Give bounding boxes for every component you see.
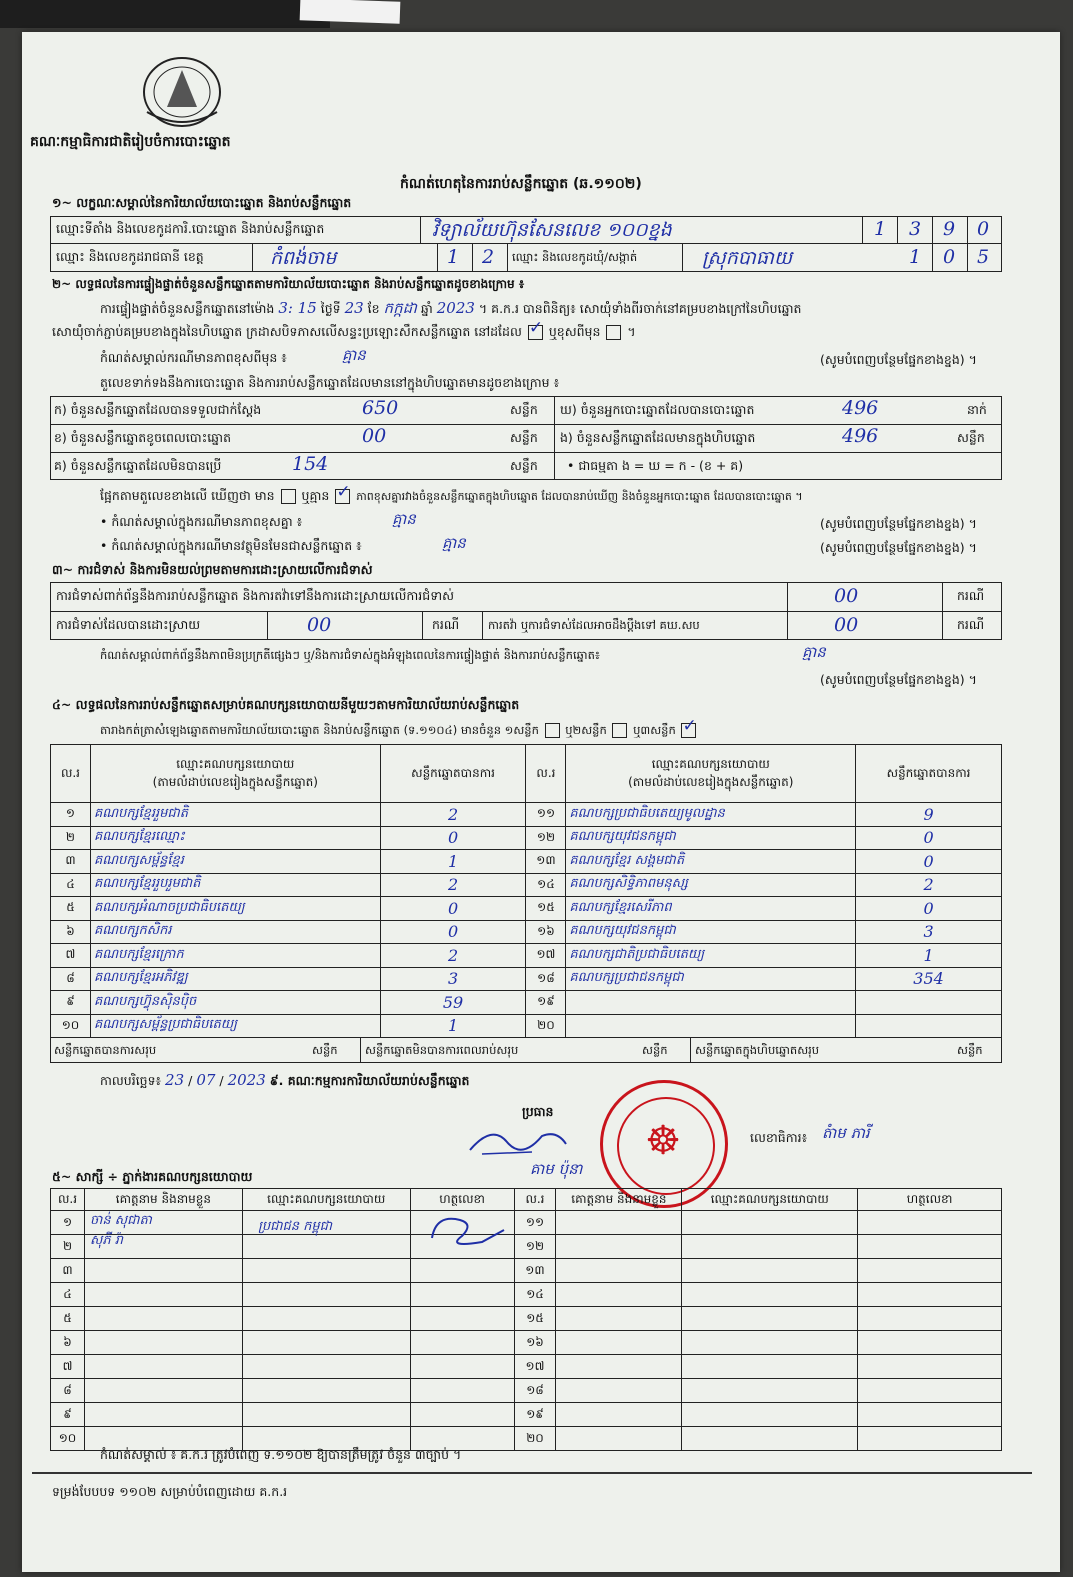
witness-table	[50, 1188, 1002, 1451]
resolved-label: ការជំទាស់ដែលបានដោះស្រាយ	[56, 617, 201, 632]
votes-value: 3	[856, 920, 1002, 944]
w-col-party-left: ឈ្មោះគណបក្សនយោបាយ	[242, 1189, 410, 1211]
name-cell[interactable]	[84, 1283, 242, 1307]
signature-cell[interactable]	[410, 1355, 514, 1379]
row-no: ១១	[514, 1211, 556, 1235]
row-no: ១៣	[526, 850, 566, 874]
province-label: ឈ្មោះ និងលេខកូដរាជធានី ខេត្ត	[56, 249, 204, 264]
three-sheet-label: ឬ៣សន្លឹក	[633, 723, 676, 737]
votes-value: 59	[380, 991, 526, 1015]
table-row	[51, 1307, 1002, 1331]
w-col-party-right: ឈ្មោះគណបក្សនយោបាយ	[682, 1189, 858, 1211]
org-name: គណៈកម្មាធិការជាតិរៀបចំការបោះឆ្នោត	[30, 134, 231, 150]
signature-cell[interactable]	[858, 1379, 1002, 1403]
two-sheet-checkbox[interactable]	[612, 723, 627, 738]
location-code-4: 0	[977, 218, 990, 240]
votes-value: 0	[380, 826, 526, 850]
name-cell[interactable]	[84, 1403, 242, 1427]
section2-heading: ២~ លទ្ធផលនៃការផ្ទៀងផ្ទាត់ចំនួនសន្លឹកឆ្នោតតាមការិយាល័យបោះឆ្នោត និងរាប់សន្លឹកឆ្នោតដូចខាងក្រោម ៖	[52, 277, 525, 291]
date-line: កាលបរិច្ឆេទ៖ 23 / 07 / 2023 ៩. គណៈកម្មការការិយាល័យរាប់សន្លឹកឆ្នោត	[100, 1071, 470, 1089]
col-no-right: ល.រ	[526, 745, 566, 803]
name-cell[interactable]	[556, 1355, 682, 1379]
party-cell[interactable]	[682, 1403, 858, 1427]
votes-value: 0	[856, 850, 1002, 874]
commune-code-1: 1	[909, 246, 922, 268]
section1-heading: ១~ លក្ខណៈសម្គាល់នៃការិយាល័យបោះឆ្នោត និងរាប់សន្លឹកឆ្នោត	[52, 195, 352, 210]
page-title: កំណត់ហេតុនៃការរាប់សន្លឹកឆ្នោត (ឆ.១១០២)	[400, 176, 642, 192]
votes-value: 2	[380, 803, 526, 827]
row-no: ២	[51, 826, 91, 850]
name-cell[interactable]	[556, 1211, 682, 1235]
row-no: ៨	[51, 1379, 85, 1403]
results-table	[50, 744, 1002, 1038]
commune-label: ឈ្មោះ និងលេខកូដឃុំ/សង្កាត់	[512, 250, 638, 264]
row-no: ១៨	[514, 1379, 556, 1403]
name-cell[interactable]	[556, 1379, 682, 1403]
row-no: ១៤	[514, 1283, 556, 1307]
voters-label: ឃ) ចំនួនអ្នកបោះឆ្នោតដែលបានបោះឆ្នោត	[560, 402, 755, 417]
row-no: ៤	[51, 1283, 85, 1307]
date-day: 23	[165, 1071, 185, 1089]
table-row	[51, 1235, 1002, 1259]
row-no: ២០	[514, 1427, 556, 1451]
unused-label: គ) ចំនួនសន្លឹកឆ្នោតដែលមិនបានប្រើ	[54, 458, 222, 473]
row-no: ១៧	[514, 1355, 556, 1379]
table-row	[51, 1403, 1002, 1427]
row-no: ៧	[51, 944, 91, 968]
verify-month-label: ខែ	[367, 301, 380, 316]
row-no: ១	[51, 803, 91, 827]
name-cell[interactable]	[556, 1403, 682, 1427]
party-cell[interactable]	[242, 1307, 410, 1331]
committee-label: ៩. គណៈកម្មការការិយាល័យរាប់សន្លឹកឆ្នោត	[269, 1073, 470, 1088]
table-row	[51, 803, 1002, 827]
row-no: ១៣	[514, 1259, 556, 1283]
w-col-name-left: គោត្តនាម និងនាមខ្លួន	[84, 1189, 242, 1211]
difference-text: ភាពខុសគ្នារវាងចំនួនសន្លឹកឆ្នោតក្នុងហិបឆ្នោត ដែលបានរាប់ឃើញ និងចំនួនអ្នកបោះឆ្នោត ដែលបានបោះឆ្នោត ។	[356, 490, 803, 503]
appeal-label: ការតវ៉ា ឬការជំទាស់ដែលអាចដឹងប្តឹងទៅ គឃ.សប	[488, 618, 700, 632]
row-no: ៣	[51, 1259, 85, 1283]
table-row	[51, 850, 1002, 874]
signature-cell[interactable]	[858, 1307, 1002, 1331]
row-no: ១៦	[526, 920, 566, 944]
secretary-name: តំាម ភារី	[822, 1124, 870, 1142]
party-name: គណបក្សប្រជាជនកម្ពុជា	[566, 967, 856, 991]
signature-cell[interactable]	[858, 1235, 1002, 1259]
votes-value: 1	[856, 944, 1002, 968]
votes-value: 2	[380, 873, 526, 897]
row-no: ២០	[526, 1014, 566, 1038]
verify-line	[100, 300, 801, 317]
resolved-unit: ករណី	[432, 617, 460, 632]
table-row	[51, 1211, 1002, 1235]
fill-hint-2: (សូមបំពេញបន្ថែមផ្នែកខាងខ្នង) ។	[820, 516, 977, 531]
fill-hint-4: (សូមបំពេញបន្ថែមផ្នែកខាងខ្នង) ។	[820, 672, 977, 687]
col-party-left	[90, 745, 380, 803]
party-cell[interactable]	[242, 1403, 410, 1427]
party-cell[interactable]	[242, 1235, 410, 1259]
signature-cell[interactable]	[858, 1331, 1002, 1355]
party-cell[interactable]	[682, 1379, 858, 1403]
total-in-box-unit: សន្លឹក	[957, 1043, 983, 1057]
name-cell[interactable]	[84, 1331, 242, 1355]
party-cell[interactable]	[682, 1283, 858, 1307]
name-cell[interactable]	[556, 1307, 682, 1331]
bullet-difference-label: • កំណត់សម្គាល់ក្នុងករណីមានភាពខុសគ្នា ៖	[100, 514, 303, 529]
irregularity-value: គ្មាន	[802, 643, 826, 661]
table-row	[51, 1379, 1002, 1403]
form-code: ទម្រង់បែបបទ ១១០២ សម្រាប់បំពេញដោយ គ.ក.រ	[52, 1484, 288, 1499]
party-name: គណបក្សខ្មែរក្រោក	[90, 944, 380, 968]
voters-unit: នាក់	[967, 402, 987, 417]
party-cell[interactable]	[682, 1235, 858, 1259]
unchanged-checkbox[interactable]	[528, 325, 543, 340]
location-code-1: 1	[874, 218, 887, 240]
formula-text: • ជាធម្មតា ង = ឃ = ក - (ខ + គ)	[567, 458, 744, 473]
total-valid-unit: សន្លឹក	[312, 1043, 338, 1057]
party-name	[566, 991, 856, 1015]
voters-value: 496	[842, 397, 879, 419]
tally-sheet-text: តារាងកត់ត្រាសំឡេងឆ្នោតតាមការិយាល័យបោះឆ្នោត និងរាប់សន្លឹកឆ្នោត (ទ.១១០៤) មានចំនួន ១សន្លឹក	[100, 723, 539, 737]
three-sheet-checkbox[interactable]	[681, 723, 696, 738]
bullet-foreign-label: • កំណត់សម្គាល់ក្នុងករណីមានវត្ថុមិនមែនជាសន្លឹកឆ្នោត ៖	[100, 538, 362, 553]
row-no: ២	[51, 1235, 85, 1259]
in-box-value: 496	[842, 425, 879, 447]
votes-value: 0	[856, 826, 1002, 850]
signature-cell[interactable]	[410, 1307, 514, 1331]
table-row	[51, 991, 1002, 1015]
footer-note: កំណត់សម្គាល់ ៖ គ.ក.រ ត្រូវបំពេញ ទ.១១០២ ឱ្យបានត្រឹមត្រូវ ចំនួន ៣ច្បាប់ ។	[100, 1447, 462, 1462]
verify-month: កក្កដា	[383, 299, 417, 317]
fill-hint-1: (សូមបំពេញបន្ថែមផ្នែកខាងខ្នង) ។	[820, 352, 977, 367]
w-col-name-right: គោត្តនាម និងនាមខ្លួន	[556, 1189, 682, 1211]
party-name: គណបក្សសម្ព័ន្ធប្រជាធិបតេយ្យ	[90, 1014, 380, 1038]
party-name: គណបក្សខ្មែរ សង្គមជាតិ	[566, 850, 856, 874]
seal-status-text: សោយ៉ុំចាក់ភ្ជាប់គម្របខាងក្នុងនៃហិបឆ្នោត ក្រដាសបិទភាសលើសន្ទះប្រឡោះសឹកសន្លឹកឆ្នោត នៅដដែល	[52, 324, 522, 339]
party-name: គណបក្សខ្មែររួមជាតិ	[90, 803, 380, 827]
row-no: ១៧	[526, 944, 566, 968]
row-no: ១០	[51, 1014, 91, 1038]
w-col-sign-left: ហត្ថលេខា	[410, 1189, 514, 1211]
party-name: គណបក្សហ៊្វុនស៊ិនប៉ិច	[90, 991, 380, 1015]
verify-locks-text: ។ គ.ក.រ បានពិនិត្យ៖ សោយ៉ុំទាំងពីរចាក់នៅគម្របខាងក្រៅនៃហិបឆ្នោត	[478, 301, 802, 316]
signature-cell[interactable]	[410, 1403, 514, 1427]
row-no: ៨	[51, 967, 91, 991]
spoiled-value: 00	[362, 425, 387, 447]
party-name: គណបក្សខ្មែរឈ្មោះ	[90, 826, 380, 850]
signature-cell[interactable]	[858, 1427, 1002, 1451]
votes-value: 9	[856, 803, 1002, 827]
party-cell[interactable]	[242, 1331, 410, 1355]
party-name: គណបក្សខ្មែររួបរួមជាតិ	[90, 873, 380, 897]
name-cell[interactable]	[556, 1283, 682, 1307]
objections-value: 00	[834, 585, 859, 607]
chair-name: គាម ប៉ុនា	[530, 1160, 583, 1178]
votes-value: 0	[380, 897, 526, 921]
total-valid-label: សន្លឹកឆ្នោតបានការសរុប	[54, 1043, 157, 1057]
in-box-unit: សន្លឹក	[957, 430, 985, 445]
received-unit: សន្លឹក	[510, 402, 538, 417]
party-cell[interactable]	[682, 1211, 858, 1235]
received-value: 650	[362, 397, 399, 419]
votes-value: 2	[856, 873, 1002, 897]
name-cell[interactable]	[84, 1307, 242, 1331]
witness-party: ប្រជាជន កម្ពុជា	[258, 1219, 333, 1234]
table-row	[51, 1283, 1002, 1307]
name-cell[interactable]	[556, 1331, 682, 1355]
in-box-label: ង) ចំនួនសន្លឹកឆ្នោតដែលមានក្នុងហិបឆ្នោត	[560, 430, 756, 445]
row-no: ១៤	[526, 873, 566, 897]
col-party-right	[566, 745, 856, 803]
seal-status-line	[52, 324, 636, 340]
table-row	[51, 920, 1002, 944]
row-no: ១០	[51, 1427, 85, 1451]
verify-time: 3: 15	[278, 299, 317, 317]
votes-value: 1	[380, 850, 526, 874]
total-invalid-unit: សន្លឹក	[642, 1043, 668, 1057]
party-name: គណបក្សអំណាចប្រជាធិបតេយ្យ	[90, 897, 380, 921]
signature-cell[interactable]	[858, 1283, 1002, 1307]
table-row	[51, 1355, 1002, 1379]
commune-value: ស្រុកបាធាយ	[702, 247, 793, 269]
party-name	[566, 1014, 856, 1038]
spoiled-unit: សន្លឹក	[510, 430, 538, 445]
province-code-2: 2	[482, 246, 495, 268]
objections-unit: ករណី	[957, 588, 985, 603]
table-row	[51, 1014, 1002, 1038]
location-label: ឈ្មោះទីតាំង និងលេខកូដការិ.បោះឆ្នោត និងរាប់សន្លឹកឆ្នោត	[56, 221, 325, 236]
two-sheet-label: ឬ២សន្លឹក	[565, 723, 607, 737]
verify-day-label: ថ្ងៃទី	[320, 301, 341, 316]
signature-cell[interactable]	[858, 1259, 1002, 1283]
party-name: គណបក្សយុវជនកម្ពុជា	[566, 826, 856, 850]
table-row	[51, 1259, 1002, 1283]
party-cell[interactable]	[682, 1331, 858, 1355]
witness-signature	[422, 1208, 512, 1252]
row-no: ៥	[51, 897, 91, 921]
appeal-value: 00	[834, 614, 859, 636]
table-row	[51, 873, 1002, 897]
signature-cell[interactable]	[410, 1379, 514, 1403]
province-value: កំពង់ចាម	[270, 247, 337, 269]
party-cell[interactable]	[242, 1355, 410, 1379]
party-name: គណបក្សខ្មែរសេរីភាព	[566, 897, 856, 921]
totals-row	[50, 1037, 1002, 1063]
votes-value	[856, 1014, 1002, 1038]
row-no: ១១	[526, 803, 566, 827]
tally-sheet-line	[100, 722, 698, 738]
witness-name: ចាន់ សុជាតា	[90, 1213, 152, 1228]
date-month: 07	[196, 1071, 216, 1089]
party-name: គណបក្សជាតិប្រជាធិបតេយ្យ	[566, 944, 856, 968]
chair-signature	[462, 1122, 572, 1162]
official-seal: ☸	[600, 1080, 728, 1208]
difference-yes-checkbox[interactable]	[281, 489, 296, 504]
row-no: ១៩	[526, 991, 566, 1015]
w-col-sign-right: ហត្ថលេខា	[858, 1189, 1002, 1211]
votes-value: 354	[856, 967, 1002, 991]
row-no: ១៩	[514, 1403, 556, 1427]
appeal-unit: ករណី	[957, 617, 985, 632]
date-label: កាលបរិច្ឆេទ៖	[100, 1073, 162, 1088]
fill-hint-3: (សូមបំពេញបន្ថែមផ្នែកខាងខ្នង) ។	[820, 540, 977, 555]
irregularity-note: កំណត់សម្គាល់ពាក់ព័ន្ធនឹងភាពមិនប្រក្រតីផ្សេងៗ ឬ/និងការជំទាស់ក្នុងអំឡុងពេលនៃការផ្ទៀងផ្ទាត់ និងការរាប់សន្លឹកឆ្នោត៖	[100, 648, 600, 662]
change-note-label: កំណត់សម្គាល់ករណីមានភាពខុសពីមុន ៖	[100, 350, 287, 365]
section3-heading: ៣~ ការជំទាស់ និងការមិនយល់ព្រមតាមការដោះស្រាយលើការជំទាស់	[52, 562, 373, 577]
resolved-value: 00	[307, 614, 332, 636]
votes-value: 0	[380, 920, 526, 944]
row-no: ៥	[51, 1307, 85, 1331]
votes-value: 1	[380, 1014, 526, 1038]
location-code-2: 3	[909, 218, 922, 240]
verify-day: 23	[344, 299, 364, 317]
party-name: គណបក្សសម្ព័ន្ធខ្មែរ	[90, 850, 380, 874]
row-no: ១	[51, 1211, 85, 1235]
row-no: ១៥	[514, 1307, 556, 1331]
table-row	[51, 1331, 1002, 1355]
row-no: ៤	[51, 873, 91, 897]
total-invalid-label: សន្លឹកឆ្នោតមិនបានការពេលរាប់សរុប	[365, 1043, 519, 1057]
section5-heading: ៥~ សាក្សី ÷ ភ្នាក់ងារគណបក្សនយោបាយ	[52, 1169, 253, 1184]
party-name: គណបក្សកសិករ	[90, 920, 380, 944]
col-votes-left: សន្លឹកឆ្នោតបានការ	[380, 745, 526, 803]
party-name: គណបក្សយុវជនកម្ពុជា	[566, 920, 856, 944]
row-no: ៩	[51, 991, 91, 1015]
party-name: គណបក្សខ្មែរអភិវឌ្ឍ	[90, 967, 380, 991]
name-cell[interactable]	[84, 1355, 242, 1379]
signature-cell[interactable]	[858, 1355, 1002, 1379]
period-text: ។	[627, 324, 636, 339]
name-cell[interactable]	[84, 1379, 242, 1403]
party-cell[interactable]	[682, 1427, 858, 1451]
signature-cell[interactable]	[858, 1211, 1002, 1235]
col-party-right-line1: ឈ្មោះគណបក្សនយោបាយ	[651, 756, 770, 771]
row-no: ៣	[51, 850, 91, 874]
party-cell[interactable]	[242, 1283, 410, 1307]
one-sheet-checkbox[interactable]	[545, 723, 560, 738]
col-votes-right: សន្លឹកឆ្នោតបានការ	[856, 745, 1002, 803]
party-cell[interactable]	[682, 1259, 858, 1283]
signature-cell[interactable]	[410, 1259, 514, 1283]
votes-value: 3	[380, 967, 526, 991]
verify-year-label: ឆ្នាំ	[420, 301, 433, 316]
row-no: ១២	[526, 826, 566, 850]
row-no: ១៥	[526, 897, 566, 921]
difference-line	[100, 488, 803, 505]
signature-cell[interactable]	[858, 1403, 1002, 1427]
background-scrap-paper	[300, 0, 401, 24]
commune-code-2: 0	[943, 246, 956, 268]
col-party-right-line2: (តាមលំដាប់លេខរៀងក្នុងសន្លឹកឆ្នោត)	[628, 774, 794, 789]
figures-intro: តួលេខទាក់ទងនឹងការបោះឆ្នោត និងការរាប់សន្លឹកឆ្នោតដែលមាននៅក្នុងហិបឆ្នោតមានដូចខាងក្រោម ៖	[100, 375, 560, 390]
col-party-left-line1: ឈ្មោះគណបក្សនយោបាយ	[176, 756, 295, 771]
table-row	[51, 897, 1002, 921]
secretary-label: លេខាធិការ៖	[750, 1130, 808, 1145]
change-note-value: គ្មាន	[342, 346, 366, 364]
location-value: វិទ្យាល័យហ៊ុនសែនលេខ ១០០ខ្នង	[432, 219, 672, 241]
province-code-1: 1	[447, 246, 460, 268]
objections-label: ការជំទាស់ពាក់ព័ន្ធនឹងការរាប់សន្លឹកឆ្នោត និងការតវ៉ាទៅនឹងការដោះស្រាយលើការជំទាស់	[56, 588, 455, 603]
total-in-box-label: សន្លឹកឆ្នោតក្នុងហិបឆ្នោតសរុប	[695, 1043, 820, 1057]
party-cell[interactable]	[242, 1379, 410, 1403]
witness-name-2: សុភី រ៉ា	[90, 1233, 124, 1248]
votes-value: 0	[856, 897, 1002, 921]
name-cell[interactable]	[556, 1235, 682, 1259]
bullet-difference-value: គ្មាន	[392, 510, 416, 528]
col-party-left-line2: (តាមលំដាប់លេខរៀងក្នុងសន្លឹកឆ្នោត)	[152, 774, 318, 789]
row-no: ៦	[51, 1331, 85, 1355]
votes-value: 2	[380, 944, 526, 968]
table-row	[51, 967, 1002, 991]
unused-unit: សន្លឹក	[510, 458, 538, 473]
received-label: ក) ចំនួនសន្លឹកឆ្នោតដែលបានទទួលជាក់ស្តែង	[54, 402, 262, 417]
party-cell[interactable]	[242, 1259, 410, 1283]
name-cell[interactable]	[556, 1259, 682, 1283]
date-year: 2023	[227, 1071, 266, 1089]
bullet-foreign-value: គ្មាន	[442, 534, 466, 552]
row-no: ១៨	[526, 967, 566, 991]
name-cell[interactable]	[84, 1259, 242, 1283]
difference-have-label: ផ្អែកតាមតួលេខខាងលើ ឃើញថា មាន	[100, 488, 275, 503]
col-no-left: ល.រ	[51, 745, 91, 803]
unused-value: 154	[292, 453, 329, 475]
changed-checkbox[interactable]	[606, 325, 621, 340]
verify-year: 2023	[436, 299, 475, 317]
spoiled-label: ខ) ចំនួនសន្លឹកឆ្នោតខូចពេលបោះឆ្នោត	[54, 430, 232, 445]
location-code-3: 9	[943, 218, 956, 240]
row-no: ១៦	[514, 1331, 556, 1355]
row-no: ៩	[51, 1403, 85, 1427]
difference-no-checkbox[interactable]	[335, 489, 350, 504]
section4-heading: ៤~ លទ្ធផលនៃការរាប់សន្លឹកឆ្នោតសម្រាប់គណបក្សនយោបាយនីមួយៗតាមការិយាល័យរាប់សន្លឹកឆ្នោត	[52, 697, 520, 712]
table-row	[51, 944, 1002, 968]
emblem-icon	[137, 52, 227, 132]
table-row	[51, 826, 1002, 850]
name-cell[interactable]	[556, 1427, 682, 1451]
row-no: ៧	[51, 1355, 85, 1379]
signature-cell[interactable]	[410, 1283, 514, 1307]
votes-value	[856, 991, 1002, 1015]
party-cell[interactable]	[682, 1307, 858, 1331]
w-col-no-right: ល.រ	[514, 1189, 556, 1211]
w-col-no-left: ល.រ	[51, 1189, 85, 1211]
row-no: ១២	[514, 1235, 556, 1259]
verify-time-label: ការផ្ទៀងផ្ទាត់ចំនួនសន្លឹកឆ្នោតនៅម៉ោង	[100, 301, 275, 316]
chair-label: ប្រធាន	[522, 1104, 554, 1119]
background-scrap	[0, 0, 330, 28]
commune-code-3: 5	[977, 246, 990, 268]
changed-label: ឬខុសពីមុន	[548, 324, 601, 339]
difference-no-label: ឬគ្មាន	[301, 488, 330, 503]
party-name: គណបក្សប្រជាធិបតេយ្យមូលដ្ឋាន	[566, 803, 856, 827]
party-name: គណបក្សសិទ្ធិភាពមនុស្ស	[566, 873, 856, 897]
form-sheet	[22, 32, 1060, 1572]
row-no: ៦	[51, 920, 91, 944]
signature-cell[interactable]	[410, 1331, 514, 1355]
party-cell[interactable]	[682, 1355, 858, 1379]
